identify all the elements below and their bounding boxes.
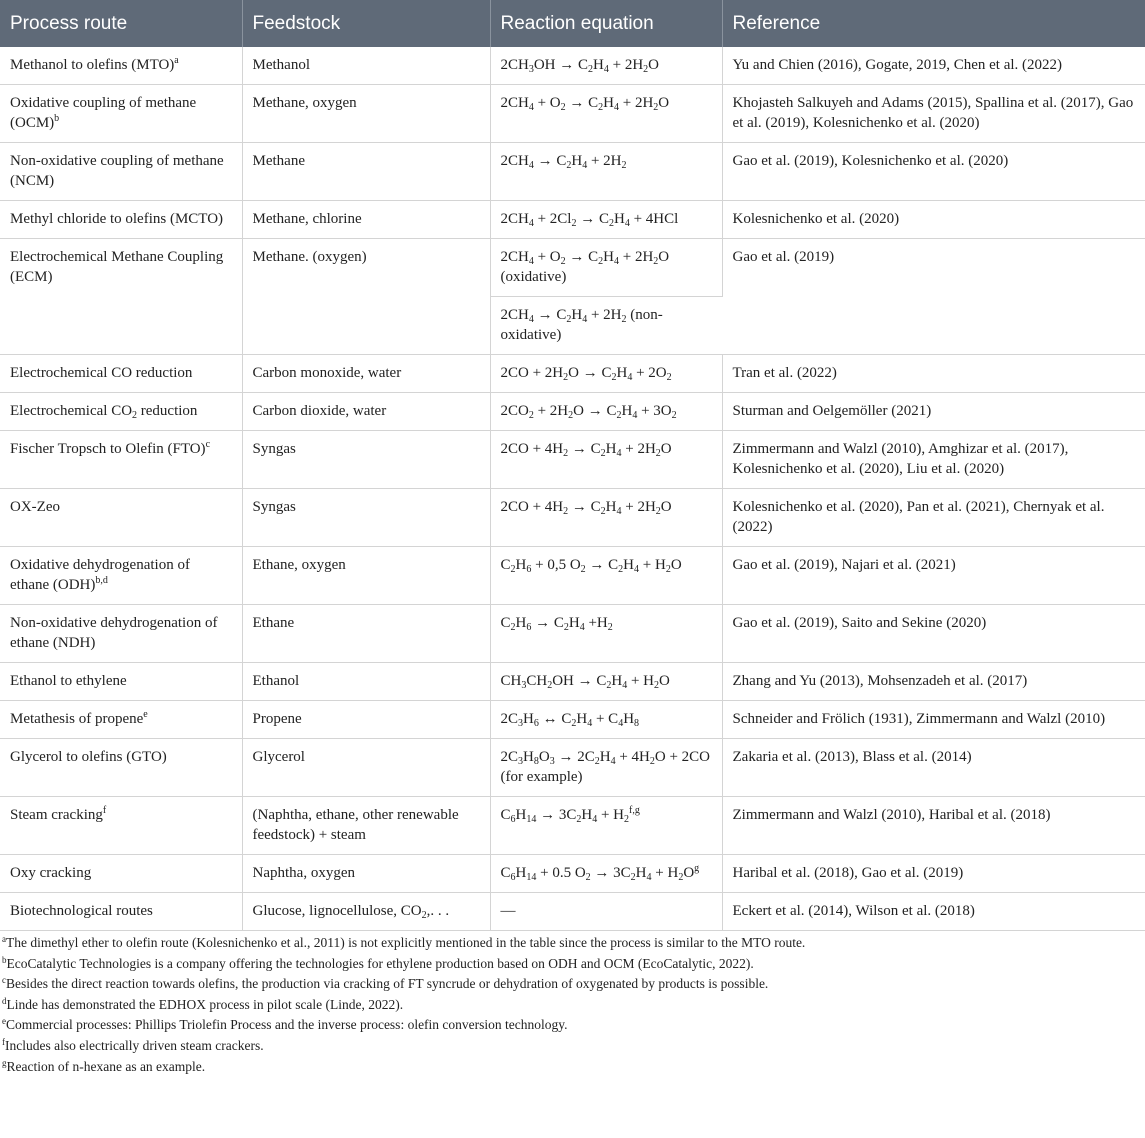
reference-text: Gao et al. (2019), Najari et al. (2021): [732, 557, 956, 573]
footnote-mark: e: [2, 1016, 6, 1027]
cell-reaction-equation: [490, 893, 722, 931]
reference-text: Zimmermann and Walzl (2010), Amghizar et al. (2017), Kolesnichenko et al. (2020), Liu et al. (2020): [732, 441, 1069, 477]
cell-feedstock: [242, 893, 490, 931]
process-route-text: OX-Zeo: [10, 499, 60, 515]
cell-reaction-equation: [490, 201, 722, 239]
cell-feedstock: [242, 201, 490, 239]
cell-process-route: [0, 393, 242, 431]
footnote-mark: b: [2, 954, 7, 965]
footnote: [2, 1036, 1145, 1057]
footnote: [2, 974, 1145, 995]
reference-text: Zakaria et al. (2013), Blass et al. (2014): [732, 749, 972, 765]
feedstock-text: Syngas: [252, 441, 296, 457]
footnote-mark: d: [2, 995, 7, 1006]
reaction-equation-text: $2CH_3OH \to C_2H_4 + 2H_2O$: [500, 57, 659, 75]
cell-process-route: [0, 663, 242, 701]
cell-process-route: [0, 47, 242, 85]
cell-reaction-equation: [490, 239, 722, 297]
cell-feedstock: [242, 431, 490, 489]
cell-reference: [722, 143, 1145, 201]
reaction-equation-text: $2CO_2 + 2H_2O \to C_2H_4 + 3O_2$: [500, 403, 677, 421]
reference-text: Zhang and Yu (2013), Mohsenzadeh et al. (2017): [732, 673, 1028, 689]
footnote-text: Besides the direct reaction towards olefins, the production via cracking of FT syncrude or dehydration of oxygenated by products is possible.: [6, 976, 769, 992]
table-row: [0, 893, 1145, 931]
process-route-text: Electrochemical $CO_2$ reduction: [10, 403, 198, 421]
footnote-text: Includes also electrically driven steam crackers.: [5, 1037, 264, 1053]
footnote-mark: b,d: [95, 575, 108, 586]
header-process-route: Process route: [0, 0, 242, 47]
reaction-equation-text: $C_2H_6 \to C_2H_4 +H_2$: [500, 615, 613, 633]
table-row: [0, 47, 1145, 85]
reaction-equation-text: $2C_3H_8O_3 \to 2C_2H_4 + 4H_2O + 2CO$ (for example): [500, 749, 710, 785]
cell-process-route: [0, 739, 242, 797]
header-reference: Reference: [722, 0, 1145, 47]
footnote-mark: g: [694, 863, 700, 874]
feedstock-text: Carbon monoxide, water: [252, 365, 402, 381]
footnote-mark: a: [2, 934, 6, 944]
cell-process-route: [0, 355, 242, 393]
cell-reaction-equation: [490, 605, 722, 663]
feedstock-text: Methanol: [252, 57, 310, 73]
cell-feedstock: [242, 547, 490, 605]
cell-process-route: [0, 489, 242, 547]
feedstock-text: Methane, chlorine: [252, 211, 362, 227]
reaction-equation-text: $2CO + 2H_2O \to C_2H_4 + 2O_2$: [500, 365, 672, 383]
footnotes: [0, 931, 1145, 1077]
reference-text: Kolesnichenko et al. (2020), Pan et al. (2021), Chernyak et al. (2022): [732, 499, 1105, 535]
process-route-text: Fischer Tropsch to Olefin (FTO): [10, 441, 206, 457]
table-row: [0, 855, 1145, 893]
reaction-equation-text: $2CH_4 + O_2 \to C_2H_4 + 2H_2O$: [500, 95, 670, 113]
cell-reaction-equation: [490, 855, 722, 893]
reaction-equation-text: $2CO + 4H_2 \to C_2H_4 + 2H_2O$: [500, 499, 672, 517]
footnote-mark: g: [2, 1057, 7, 1068]
table-row: [0, 489, 1145, 547]
cell-feedstock: [242, 701, 490, 739]
cell-reference: [722, 239, 1145, 355]
cell-reaction-equation: [490, 797, 722, 855]
feedstock-text: Propene: [252, 711, 302, 727]
footnote: [2, 995, 1145, 1016]
table-body: [0, 47, 1145, 931]
reference-text: Schneider and Frölich (1931), Zimmermann and Walzl (2010): [732, 711, 1106, 727]
footnote-mark: c: [2, 975, 6, 986]
cell-reaction-equation: [490, 143, 722, 201]
cell-reference: [722, 605, 1145, 663]
footnote-text: Commercial processes: Phillips Triolefin Process and the inverse process: olefin conversion technology.: [6, 1017, 568, 1033]
reference-text: Gao et al. (2019): [732, 249, 835, 265]
cell-feedstock: [242, 47, 490, 85]
footnote-mark: c: [205, 439, 211, 450]
cell-process-route: [0, 893, 242, 931]
cell-process-route: [0, 201, 242, 239]
feedstock-text: Ethanol: [252, 673, 300, 689]
footnote-text: Reaction of n-hexane as an example.: [6, 1058, 206, 1074]
process-route-text: Oxy cracking: [10, 865, 92, 881]
reaction-equation-text: $CH_3CH_2OH \to C_2H_4 + H_2O$: [500, 673, 670, 691]
cell-feedstock: [242, 355, 490, 393]
reference-text: Eckert et al. (2014), Wilson et al. (2018): [732, 903, 975, 919]
feedstock-text: Methane. (oxygen): [252, 249, 367, 265]
cell-feedstock: [242, 663, 490, 701]
cell-reaction-equation: [490, 701, 722, 739]
reaction-equation-text: $2C_3H_6$ ↔ $C_2H_4 + C_4H_8$: [500, 711, 640, 729]
process-route-text: Methyl chloride to olefins (MCTO): [10, 211, 224, 227]
feedstock-text: Carbon dioxide, water: [252, 403, 387, 419]
reaction-equation-text: $C_6H_{14} \to 3C_2H_4 + H_2$: [500, 807, 630, 825]
reference-text: Kolesnichenko et al. (2020): [732, 211, 900, 227]
cell-feedstock: [242, 393, 490, 431]
table-row: [0, 797, 1145, 855]
cell-process-route: [0, 239, 242, 355]
cell-feedstock: [242, 143, 490, 201]
cell-process-route: [0, 143, 242, 201]
cell-feedstock: [242, 855, 490, 893]
cell-reaction-equation: [490, 663, 722, 701]
process-route-text: Oxidative coupling of methane (OCM): [10, 95, 197, 131]
cell-feedstock: [242, 797, 490, 855]
process-route-text: Glycerol to olefins (GTO): [10, 749, 167, 765]
footnote-mark: b: [54, 113, 60, 124]
process-route-text: Electrochemical Methane Coupling (ECM): [10, 249, 224, 285]
feedstock-text: Naphtha, oxygen: [252, 865, 355, 881]
reaction-equation-text: $2CH_4 + 2Cl_2 \to C_2H_4 + 4HCl$: [500, 211, 679, 229]
process-route-text: Steam cracking: [10, 807, 103, 823]
table-row: [0, 143, 1145, 201]
cell-feedstock: [242, 739, 490, 797]
cell-reaction-equation: [490, 547, 722, 605]
feedstock-text: Ethane: [252, 615, 295, 631]
reference-text: Tran et al. (2022): [732, 365, 837, 381]
table-row: [0, 605, 1145, 663]
table-row: [0, 201, 1145, 239]
table-row: [0, 355, 1145, 393]
footnote: [2, 1015, 1145, 1036]
table-row: [0, 85, 1145, 143]
cell-process-route: [0, 85, 242, 143]
footnote-mark: f,g: [629, 805, 640, 816]
table-row: [0, 739, 1145, 797]
table-row: [0, 239, 1145, 297]
process-route-text: Methanol to olefins (MTO): [10, 57, 175, 73]
process-route-text: Ethanol to ethylene: [10, 673, 127, 689]
feedstock-text: Methane, oxygen: [252, 95, 357, 111]
reaction-equation-text: $C_2H_6 + 0,5$ $O_2 \to C_2H_4 + H_2O$: [500, 557, 682, 575]
reference-text: Yu and Chien (2016), Gogate, 2019, Chen et al. (2022): [732, 57, 1063, 73]
table-row: [0, 701, 1145, 739]
cell-reference: [722, 85, 1145, 143]
header-row: [0, 0, 1145, 47]
feedstock-text: Methane: [252, 153, 305, 169]
table-row: [0, 663, 1145, 701]
reference-text: Haribal et al. (2018), Gao et al. (2019): [732, 865, 964, 881]
reference-text: Zimmermann and Walzl (2010), Haribal et al. (2018): [732, 807, 1051, 823]
cell-process-route: [0, 547, 242, 605]
reference-text: Gao et al. (2019), Saito and Sekine (2020): [732, 615, 987, 631]
feedstock-text: Glucose, lignocellulose, $CO_2$,. . .: [252, 903, 450, 921]
footnote: [2, 933, 1145, 954]
process-route-text: Electrochemical CO reduction: [10, 365, 193, 381]
table-row: [0, 431, 1145, 489]
process-route-text: Non-oxidative dehydrogenation of ethane (NDH): [10, 615, 218, 651]
cell-reference: [722, 393, 1145, 431]
feedstock-text: Ethane, oxygen: [252, 557, 346, 573]
cell-reference: [722, 663, 1145, 701]
footnote-mark: e: [143, 709, 148, 720]
cell-reference: [722, 893, 1145, 931]
cell-reaction-equation: [490, 739, 722, 797]
cell-reaction-equation: [490, 47, 722, 85]
cell-reaction-equation: [490, 393, 722, 431]
cell-reaction-equation: [490, 85, 722, 143]
cell-reference: [722, 739, 1145, 797]
footnote-text: The dimethyl ether to olefin route (Kolesnichenko et al., 2011) is not explicitly mentioned in the table since the process is similar to the MTO route.: [6, 935, 806, 950]
cell-reference: [722, 547, 1145, 605]
reference-text: Gao et al. (2019), Kolesnichenko et al. (2020): [732, 153, 1009, 169]
footnote-mark: f: [102, 805, 107, 816]
reaction-equation-text: —: [500, 903, 516, 919]
cell-reference: [722, 47, 1145, 85]
cell-reference: [722, 797, 1145, 855]
cell-process-route: [0, 855, 242, 893]
cell-process-route: [0, 605, 242, 663]
cell-reference: [722, 701, 1145, 739]
cell-reference: [722, 489, 1145, 547]
footnote-text: Linde has demonstrated the EDHOX process in pilot scale (Linde, 2022).: [6, 996, 404, 1012]
process-route-text: Non-oxidative coupling of methane (NCM): [10, 153, 224, 189]
process-route-text: Oxidative dehydrogenation of ethane (ODH): [10, 557, 190, 593]
cell-reaction-equation: [490, 431, 722, 489]
feedstock-text: (Naphtha, ethane, other renewable feedstock) + steam: [252, 807, 459, 843]
footnote-mark: a: [174, 55, 179, 66]
feedstock-text: Syngas: [252, 499, 296, 515]
cell-feedstock: [242, 605, 490, 663]
cell-reaction-equation: [490, 355, 722, 393]
cell-reference: [722, 355, 1145, 393]
reaction-equation-text: $C_6H_{14} + 0.5$ $O_2 \to 3C_2H_4 + H_2O$: [500, 865, 695, 883]
reaction-equation-text: $2CH_4 + O_2 \to C_2H_4 + 2H_2O$ (oxidative): [500, 249, 670, 285]
header-reaction-equation: Reaction equation: [490, 0, 722, 47]
cell-process-route: [0, 797, 242, 855]
reference-text: Sturman and Oelgemöller (2021): [732, 403, 932, 419]
footnote-text: EcoCatalytic Technologies is a company offering the technologies for ethylene production based on ODH and OCM (EcoCatalytic, 2022).: [6, 955, 754, 971]
cell-reaction-equation: [490, 297, 722, 355]
cell-process-route: [0, 701, 242, 739]
feedstock-text: Glycerol: [252, 749, 305, 765]
process-route-text: Biotechnological routes: [10, 903, 153, 919]
cell-feedstock: [242, 239, 490, 355]
reaction-equation-text: $2CH_4 \to C_2H_4 + 2H_2$ (non-oxidative): [500, 307, 663, 343]
cell-reference: [722, 201, 1145, 239]
reaction-equation-text: $2CO + 4H_2 \to C_2H_4 + 2H_2O$: [500, 441, 672, 459]
cell-process-route: [0, 431, 242, 489]
process-route-text: Metathesis of propene: [10, 711, 144, 727]
table-row: [0, 547, 1145, 605]
cell-reaction-equation: [490, 489, 722, 547]
cell-reference: [722, 431, 1145, 489]
cell-feedstock: [242, 489, 490, 547]
footnote: [2, 1057, 1145, 1078]
header-feedstock: Feedstock: [242, 0, 490, 47]
cell-reference: [722, 855, 1145, 893]
footnote: [2, 954, 1145, 975]
table-row: [0, 393, 1145, 431]
reference-text: Khojasteh Salkuyeh and Adams (2015), Spallina et al. (2017), Gao et al. (2019), Kolesnichenko et al. (2020): [732, 95, 1134, 131]
reaction-equation-text: $2CH_4 \to C_2H_4 + 2H_2$: [500, 153, 627, 171]
footnote-mark: f: [2, 1036, 5, 1047]
cell-feedstock: [242, 85, 490, 143]
